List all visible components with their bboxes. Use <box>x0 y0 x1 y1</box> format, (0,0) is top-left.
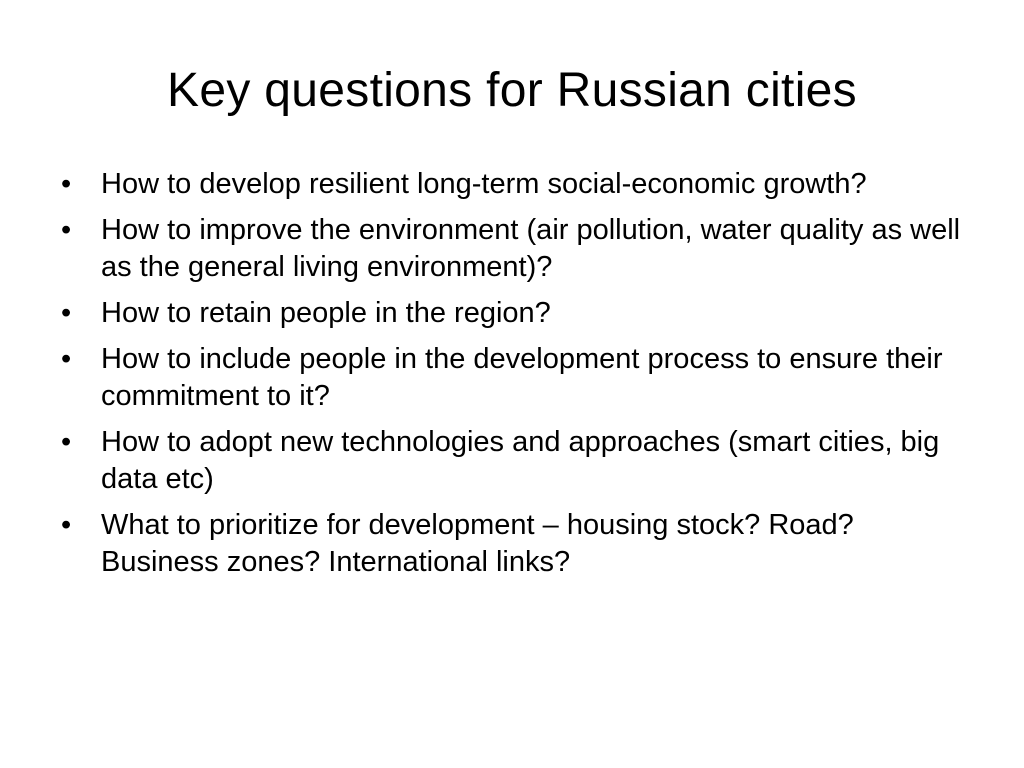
bullet-icon: • <box>61 509 72 541</box>
bullet-text: How to include people in the development process to ensure their commitment to it? <box>101 343 943 412</box>
bullet-icon: • <box>61 343 72 375</box>
bullet-text: How to retain people in the region? <box>101 297 551 329</box>
bullet-icon: • <box>61 426 72 458</box>
bullet-text: What to prioritize for development – housing stock? Road? Business zones? International links? <box>101 509 854 578</box>
bullet-text: How to develop resilient long-term social-economic growth? <box>101 168 867 200</box>
bullet-item <box>56 212 976 286</box>
bullet-icon: • <box>61 214 72 246</box>
bullet-text: How to adopt new technologies and approaches (smart cities, big data etc) <box>101 426 940 495</box>
bullet-text: How to improve the environment (air pollution, water quality as well as the general living environment)? <box>101 214 961 283</box>
bullet-icon: • <box>61 168 72 200</box>
bullet-icon: • <box>61 297 72 329</box>
bullet-list <box>56 166 976 590</box>
bullet-item <box>56 507 976 581</box>
bullet-item <box>56 341 976 415</box>
slide-title: Key questions for Russian cities <box>167 64 857 117</box>
bullet-item <box>56 166 976 203</box>
bullet-item <box>56 424 976 498</box>
bullet-item <box>56 295 976 332</box>
